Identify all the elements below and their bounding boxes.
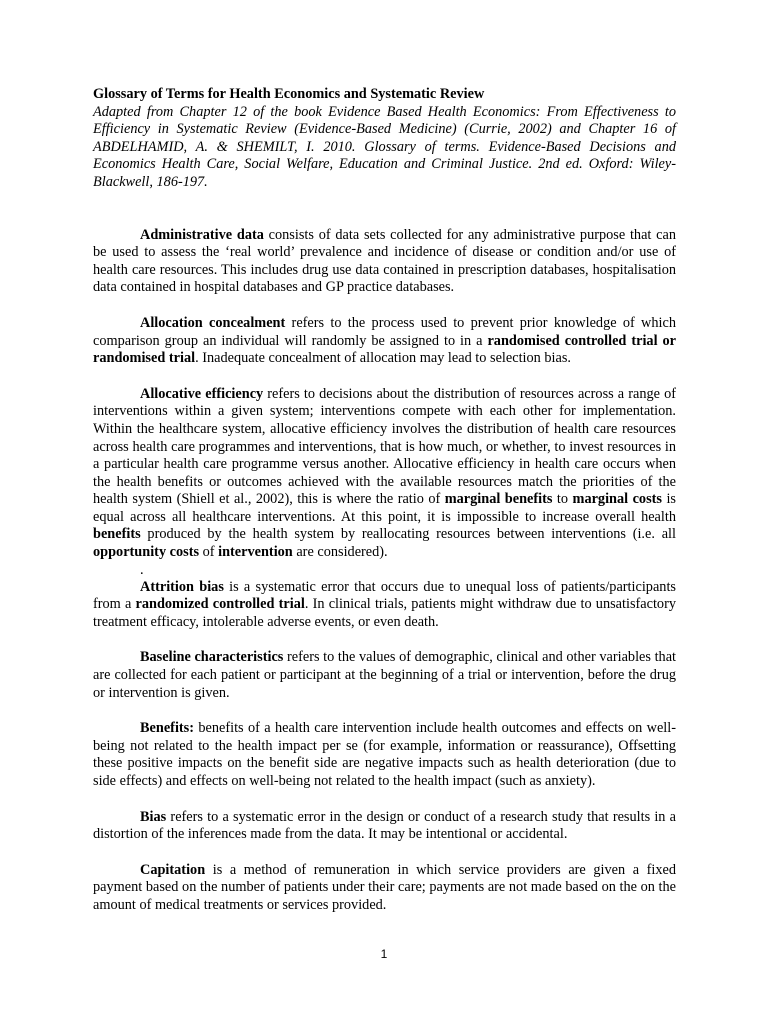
document-title: Glossary of Terms for Health Economics and Systematic Review	[93, 86, 485, 102]
definition-text: produced by the health system by reallocating resources between interventions (i.e. all	[140, 526, 676, 543]
glossary-entries	[93, 227, 676, 915]
term-bold: Administrative data	[140, 226, 264, 243]
definition-text: refers to the values of demographic, clinical and other variables that are collected for each patient or participant at the beginning of a trial or intervention, before the drug or intervention is given.	[93, 649, 677, 701]
term-bold: Bias	[140, 808, 167, 825]
glossary-entry-attrition-bias	[93, 579, 676, 632]
term-bold: Attrition bias	[140, 578, 224, 595]
page-number: 1	[380, 947, 388, 961]
glossary-entry-bias	[93, 809, 676, 844]
definition-text: to	[552, 491, 573, 508]
term-bold: Capitation	[140, 861, 206, 878]
glossary-entry-allocative-efficiency	[93, 386, 676, 562]
definition-text: is equal across all healthcare interventions. At this point, it is impossible to increase overall health	[93, 491, 676, 525]
definition-text: of	[199, 544, 219, 561]
term-bold: opportunity costs	[93, 544, 200, 561]
glossary-entry-administrative-data	[93, 227, 676, 297]
term-bold: Baseline characteristics	[140, 649, 284, 666]
definition-text: benefits of a health care intervention include health outcomes and effects on well-being not related to the health impact per se (for example, information or reassurance), Offsetting these positive impacts on the benefit side are negative impacts such as health deterioration (due to side effects) and effects on well-being not related to the health impact (such as anxiety).	[93, 720, 676, 789]
glossary-entry-capitation	[93, 862, 676, 915]
definition-text: are considered).	[292, 544, 388, 561]
definition-text: refers to the process used to prevent prior knowledge of which comparison group an individual will randomly be assigned to in a	[93, 314, 676, 349]
term-bold: Allocation concealment	[140, 314, 286, 331]
term-bold: randomized controlled trial	[135, 596, 305, 613]
glossary-entry-allocation-concealment	[93, 315, 676, 368]
term-bold: benefits	[93, 526, 141, 543]
term-bold: Allocative efficiency	[140, 385, 264, 402]
definition-text: is a systematic error that occurs due to unequal loss of patients/participants from a	[93, 578, 676, 613]
definition-text: . In clinical trials, patients might withdraw due to unsatisfactory treatment efficacy, intolerable adverse events, or even death.	[93, 596, 676, 630]
definition-text: . Inadequate concealment of allocation may lead to selection bias.	[195, 350, 571, 367]
definition-text: consists of data sets collected for any administrative purpose that can be used to assess the ‘real world’ prevalence and incidence of disease or condition and/or use of health care resources. This includes drug use data contained in prescription databases, hospitalisation data contained in hospital databases and GP practice databases.	[93, 226, 676, 296]
stray-period: .	[140, 561, 144, 578]
term-bold: marginal costs	[572, 491, 662, 508]
document-subtitle: Adapted from Chapter 12 of the book Evidence Based Health Economics: From Effectiveness to Efficiency in Systematic Review (Evidence-Based Medicine) (Currie, 2002) and Chapter 16 of ABDELHAMID, A. & SHEMILT, I. 2010. Glossary of terms. Evidence-Based Decisions and Economics Health Care, Social Welfare, Education and Criminal Justice. 2nd ed. Oxford: Wiley-Blackwell, 186-197.	[93, 103, 676, 190]
term-bold: intervention	[218, 544, 293, 561]
term-bold: Benefits:	[140, 720, 194, 737]
glossary-entry-baseline-characteristics	[93, 649, 676, 702]
definition-text: refers to decisions about the distribution of resources across a range of interventions within a given system; interventions compete with each other for implementation. Within the healthcare system, allocative efficiency involves the distribution of health care resources across health care programmes and interventions, that is how much, or whether, to invest resources in a particular health care programme versus another. Allocative efficiency in health care occurs when the health benefits or outcomes achieved with the available resources match the priorities of the health system (Shiell et al., 2002), this is where the ratio of	[93, 385, 676, 508]
term-bold: marginal benefits	[444, 491, 553, 508]
definition-text: is a method of remuneration in which service providers are given a fixed payment based on the number of patients under their care; payments are not made based on the on the amount of medical treatments or services provided.	[93, 861, 676, 913]
term-bold: randomised controlled trial or randomised trial	[93, 332, 676, 367]
glossary-entry-benefits	[93, 720, 676, 790]
document-page	[93, 86, 676, 933]
definition-text: refers to a systematic error in the design or conduct of a research study that results in a distortion of the inferences made from the data. It may be intentional or accidental.	[93, 808, 676, 843]
